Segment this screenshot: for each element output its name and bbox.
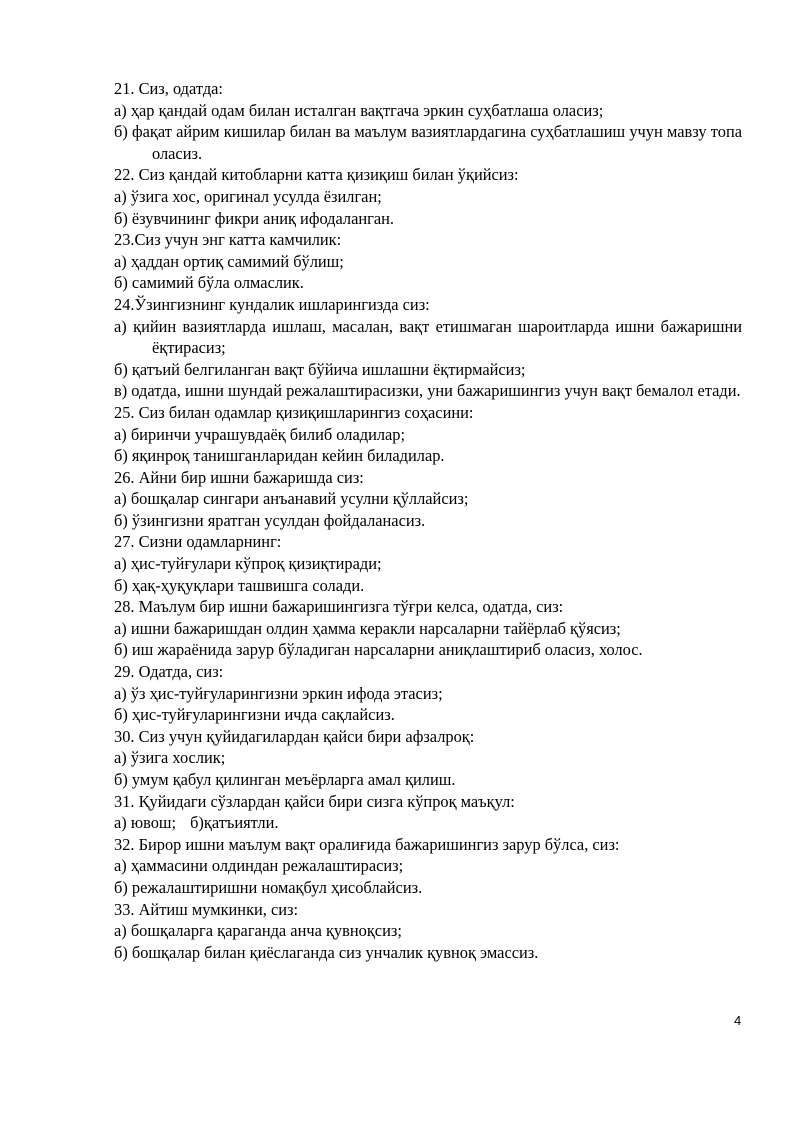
option-30-b: б) умум қабул қилинган меъёрларга амал қилиш. [114, 770, 456, 789]
question-31: 31. Қуйидаги сўзлардан қайси бири сизга кўпроқ маъқул: [114, 791, 515, 811]
option-23-a: а) ҳаддан ортиқ самимий бўлиш; [114, 251, 344, 271]
option-28-b: б) иш жараёнида зарур бўладиган нарсаларни аниқлаштириб оласиз, холос. [114, 640, 643, 660]
option-32-a: а) ҳаммасини олдиндан режалаштирасиз; [114, 856, 404, 876]
question-22: 22. Сиз қандай китобларни катта қизиқиш билан ўқийсиз: [114, 165, 519, 185]
option-26-b: б) ўзингизни яратган усулдан фойдаланасиз. [114, 510, 426, 530]
question-33: 33. Айтиш мумкинки, сиз: [114, 899, 299, 919]
option-33-b: б) бошқалар билан қиёслаганда сиз унчалик қувноқ эмассиз. [114, 942, 539, 962]
question-21: 21. Сиз, одатда: [114, 79, 223, 98]
question-28: 28. Маълум бир ишни бажаришингизга тўғри келса, одатда, сиз: [114, 597, 564, 617]
option-29-b: б) ҳис-туйғуларингизни ичда сақлайсиз. [114, 705, 395, 725]
question-26: 26. Айни бир ишни бажаришда сиз: [114, 467, 364, 487]
question-25: 25. Сиз билан одамлар қизиқишларингиз соҳасини: [114, 402, 474, 422]
options-31 [114, 812, 742, 834]
option-32-b: б) режалаштиришни номақбул ҳисоблайсиз. [114, 877, 423, 897]
option-26-a: а) бошқалар сингари анъанавий усулни қўллайсиз; [114, 489, 469, 509]
option-22-b: б) ёзувчининг фикри аниқ ифодаланган. [114, 208, 395, 228]
option-24-a: а) қийин вазиятларда ишлаш, масалан, вақт етишмаган шароитларда ишни бажаришни ёқтирасиз; [114, 316, 742, 358]
question-24: 24.Ўзингизнинг кундалик ишларингизда сиз: [114, 294, 430, 314]
page-number: 4 [734, 1013, 742, 1028]
option-31-a: а) ювош; [114, 813, 177, 833]
option-30-a: а) ўзига хослик; [114, 748, 226, 768]
question-30: 30. Сиз учун қуйидагилардан қайси бири афзалроқ: [114, 726, 475, 746]
question-29: 29. Одатда, сиз: [114, 662, 224, 682]
option-24-b: б) қатъий белгиланган вақт бўйича ишлашни ёқтирмайсиз; [114, 359, 526, 379]
option-25-b: б) яқинроқ танишганларидан кейин биладилар. [114, 446, 445, 466]
option-22-a: а) ўзига хос, оригинал усулда ёзилган; [114, 186, 382, 206]
option-28-a: а) ишни бажаришдан олдин ҳамма керакли нарсаларни тайёрлаб қўясиз; [114, 618, 621, 638]
option-27-b: б) ҳақ-ҳуқуқлари ташвишга солади. [114, 575, 365, 595]
option-27-a: а) ҳис-туйғулари кўпроқ қизиқтиради; [114, 554, 382, 574]
option-23-b: б) самимий бўла олмаслик. [114, 273, 304, 293]
option-29-a: а) ўз ҳис-туйғуларингизни эркин ифода этасиз; [114, 683, 443, 703]
question-27: 27. Сизни одамларнинг: [114, 532, 282, 552]
option-21-b: б) фақат айрим кишилар билан ва маълум вазиятлардагина суҳбатлашиш учун мавзу топа оласиз. [114, 122, 742, 163]
question-23: 23.Сиз учун энг катта камчилик: [114, 230, 342, 250]
question-32: 32. Бирор ишни маълум вақт оралиғида бажаришингиз зарур бўлса, сиз: [114, 834, 620, 854]
option-31-b: б)қатъиятли. [190, 813, 279, 833]
questionnaire-content [114, 78, 742, 963]
option-33-a: а) бошқаларга қараганда анча қувноқсиз; [114, 921, 402, 941]
option-21-a: а) ҳар қандай одам билан исталган вақтгача эркин суҳбатлаша оласиз; [114, 100, 604, 120]
option-25-a: а) биринчи учрашувдаёқ билиб оладилар; [114, 424, 406, 444]
option-24-v: в) одатда, ишни шундай режалаштирасизки, уни бажаришингиз учун вақт бемалол етади. [114, 381, 741, 401]
